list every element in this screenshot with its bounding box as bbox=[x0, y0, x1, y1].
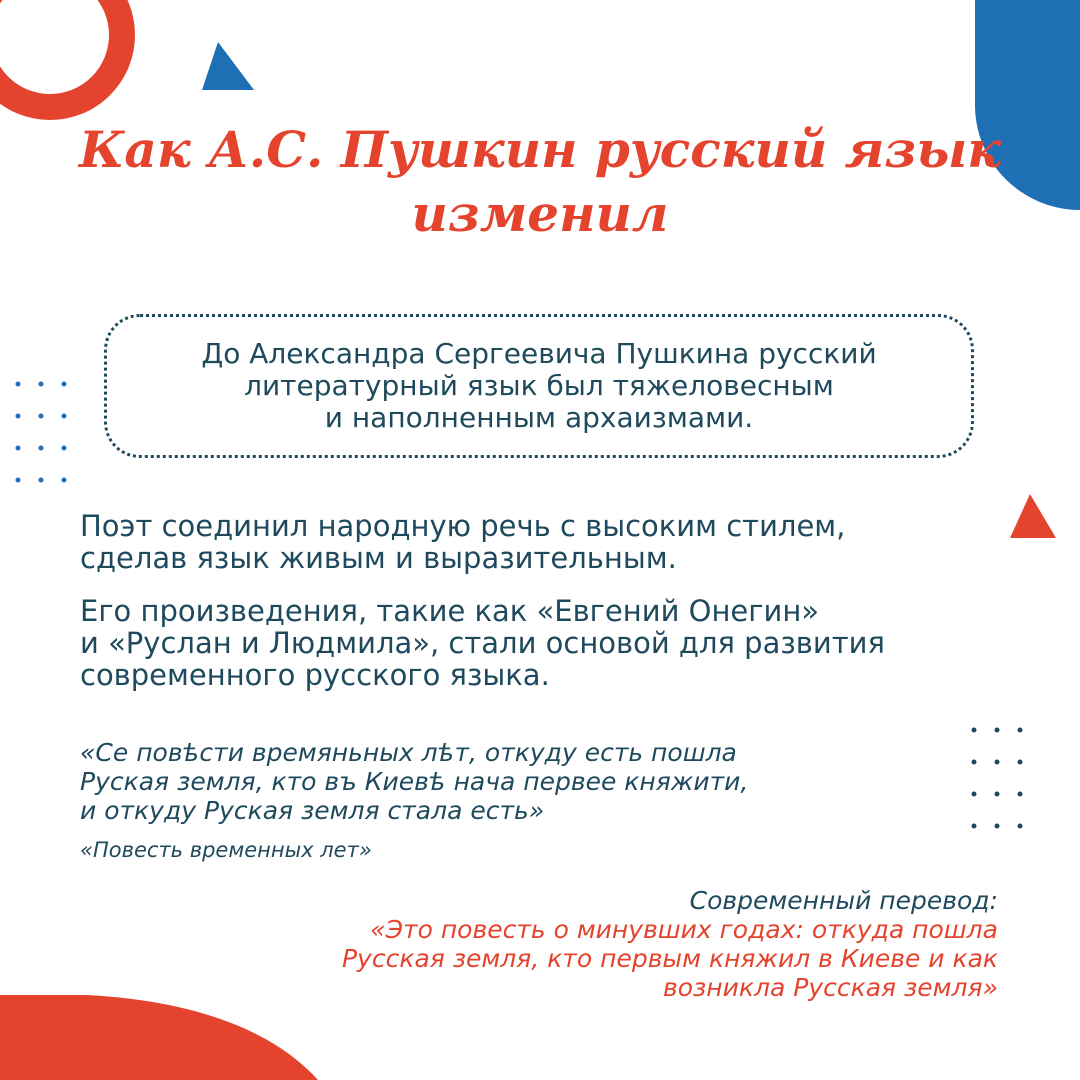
title-line-1: Как А.С. Пушкин русский язык bbox=[78, 120, 1002, 179]
quote-source: «Повесть временных лет» bbox=[80, 838, 372, 862]
dot-grid-icon bbox=[14, 378, 74, 490]
blue-triangle-icon bbox=[200, 42, 256, 92]
intro-text bbox=[104, 338, 974, 434]
paragraph-2-line-1: Его произведения, такие как «Евгений Онегин» bbox=[80, 594, 820, 628]
intro-line-2: литературный язык был тяжеловесным bbox=[244, 369, 834, 402]
quote-line-3: и откуду Руская земля стала есть» bbox=[80, 796, 545, 825]
red-triangle-icon bbox=[1008, 492, 1058, 542]
paragraph-1 bbox=[80, 510, 1000, 574]
paragraph-2-line-3: современного русского языка. bbox=[80, 658, 550, 692]
translation-line-3: возникла Русская земля» bbox=[662, 973, 998, 1002]
quote-line-1: «Се повѣсти времяньных лѣт, откуду есть пошла bbox=[80, 738, 737, 767]
old-russian-quote bbox=[80, 738, 980, 825]
red-half-circle-icon bbox=[0, 995, 320, 1080]
quote-line-2: Руская земля, кто въ Киевѣ нача первее княжити, bbox=[80, 767, 749, 796]
translation-line-2: Русская земля, кто первым княжил в Киеве и как bbox=[341, 944, 998, 973]
title-line-2: изменил bbox=[411, 184, 669, 243]
page-title bbox=[0, 118, 1080, 246]
paragraph-2-line-2: и «Руслан и Людмила», стали основой для развития bbox=[80, 626, 885, 660]
intro-line-3: и наполненным архаизмами. bbox=[324, 401, 754, 434]
translation-label: Современный перевод: bbox=[689, 886, 998, 915]
paragraph-1-line-1: Поэт соединил народную речь с высоким стилем, bbox=[80, 509, 846, 543]
translation-line-1: «Это повесть о минувших годах: откуда пошла bbox=[370, 915, 998, 944]
modern-translation bbox=[198, 886, 998, 1002]
paragraph-1-line-2: сделав язык живым и выразительным. bbox=[80, 541, 677, 575]
paragraph-2 bbox=[80, 595, 1000, 691]
intro-line-1: До Александра Сергеевича Пушкина русский bbox=[201, 337, 877, 370]
